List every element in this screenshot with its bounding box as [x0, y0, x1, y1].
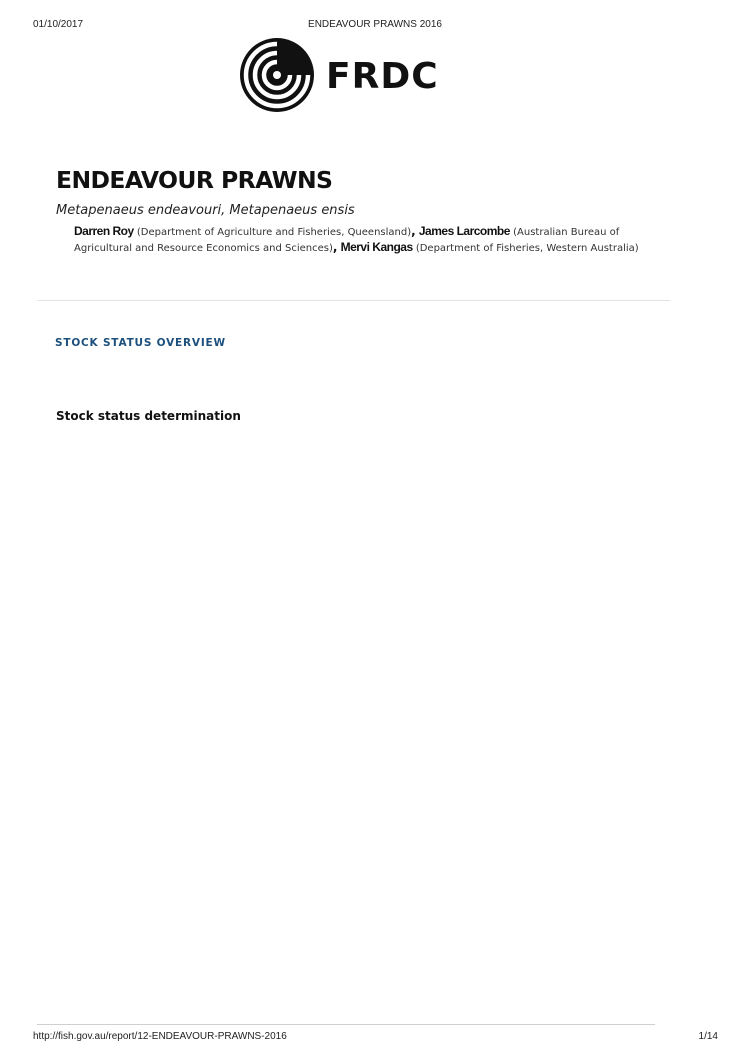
author-affiliation: (Department of Agriculture and Fisheries, Queensland): [136, 227, 412, 238]
print-document-title: ENDEAVOUR PRAWNS 2016: [308, 19, 442, 30]
author-affiliation: (Australian Bureau of Agricultural and Resource Economics and Sciences): [74, 227, 620, 254]
author-name[interactable]: Mervi Kangas: [340, 240, 413, 254]
footer-divider: [37, 1024, 655, 1025]
section-divider: [37, 300, 670, 301]
page-title: ENDEAVOUR PRAWNS: [56, 166, 333, 194]
stock-status-overview-heading: STOCK STATUS OVERVIEW: [55, 337, 226, 349]
author-separator: ,: [411, 224, 416, 238]
author-name[interactable]: Darren Roy: [74, 224, 134, 238]
stock-status-determination-heading: Stock status determination: [56, 409, 241, 423]
source-url-link[interactable]: http://fish.gov.au/report/12-ENDEAVOUR-PRAWNS-2016: [33, 1031, 287, 1042]
print-header: [0, 19, 750, 31]
page-number: 1/14: [698, 1031, 718, 1042]
logo-wordmark: FRDC: [326, 56, 439, 97]
species-names: Metapenaeus endeavouri, Metapenaeus ensis: [56, 203, 355, 218]
author-name[interactable]: James Larcombe: [418, 224, 510, 238]
author-affiliation: (Department of Fisheries, Western Australia): [415, 243, 639, 254]
frdc-logo[interactable]: [238, 36, 470, 114]
print-date: 01/10/2017: [33, 19, 84, 30]
spiral-logo-icon: [238, 36, 470, 114]
author-list: [74, 224, 654, 256]
print-footer: [0, 1031, 750, 1043]
author-separator: ,: [332, 240, 338, 254]
